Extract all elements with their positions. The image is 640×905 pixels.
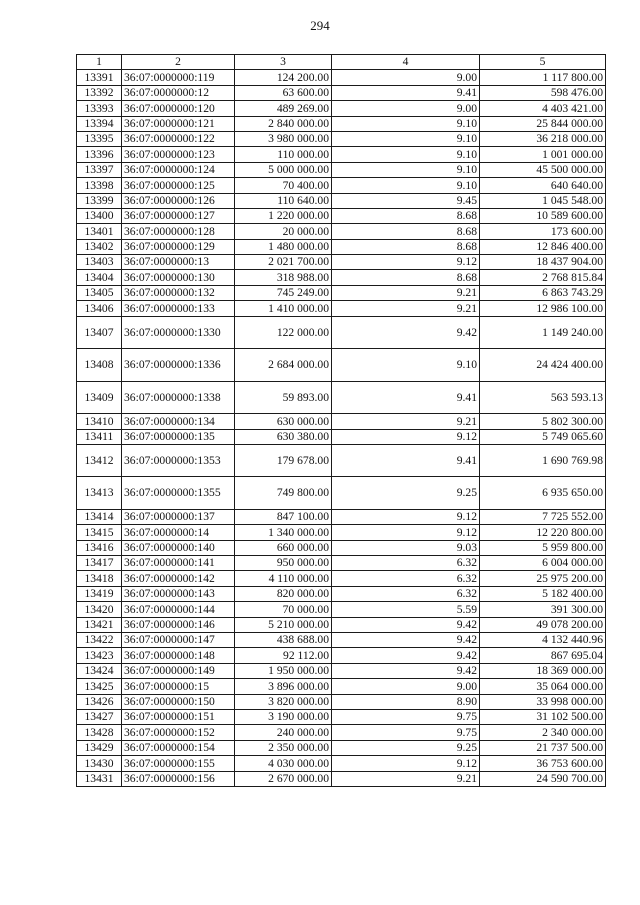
rate-cell: 9.12 [332, 429, 480, 444]
rate-cell: 9.10 [332, 116, 480, 131]
cadastral-id-cell: 36:07:0000000:123 [122, 147, 235, 162]
total-cell: 12 986 100.00 [480, 301, 606, 316]
value-cell: 630 000.00 [235, 414, 332, 429]
value-cell: 110 640.00 [235, 193, 332, 208]
rate-cell: 9.12 [332, 756, 480, 771]
table-row [77, 414, 606, 429]
table-row [77, 178, 606, 193]
row-number-cell: 13401 [77, 224, 122, 239]
row-number-cell: 13424 [77, 663, 122, 678]
table-row [77, 556, 606, 571]
cadastral-id-cell: 36:07:0000000:135 [122, 429, 235, 444]
table-row [77, 586, 606, 601]
rate-cell: 9.12 [332, 525, 480, 540]
rate-cell: 9.42 [332, 316, 480, 349]
table-row [77, 633, 606, 648]
value-cell: 1 480 000.00 [235, 239, 332, 254]
table-row [77, 663, 606, 678]
total-cell: 7 725 552.00 [480, 509, 606, 524]
value-cell: 318 988.00 [235, 270, 332, 285]
total-cell: 2 768 815.84 [480, 270, 606, 285]
total-cell: 10 589 600.00 [480, 208, 606, 223]
table-row [77, 255, 606, 270]
total-cell: 18 369 000.00 [480, 663, 606, 678]
cadastral-id-cell: 36:07:0000000:129 [122, 239, 235, 254]
rate-cell: 9.00 [332, 101, 480, 116]
row-number-cell: 13404 [77, 270, 122, 285]
cadastral-id-cell: 36:07:0000000:140 [122, 540, 235, 555]
value-cell: 4 030 000.00 [235, 756, 332, 771]
rate-cell: 9.42 [332, 617, 480, 632]
table-row [77, 162, 606, 177]
total-cell: 25 844 000.00 [480, 116, 606, 131]
table-row [77, 509, 606, 524]
header-col-1: 1 [77, 55, 122, 70]
value-cell: 63 600.00 [235, 85, 332, 100]
header-col-2: 2 [122, 55, 235, 70]
rate-cell: 9.10 [332, 162, 480, 177]
row-number-cell: 13408 [77, 349, 122, 382]
table-row [77, 285, 606, 300]
cadastral-id-cell: 36:07:0000000:125 [122, 178, 235, 193]
table-row [77, 571, 606, 586]
row-number-cell: 13400 [77, 208, 122, 223]
value-cell: 2 350 000.00 [235, 740, 332, 755]
rate-cell: 9.21 [332, 414, 480, 429]
rate-cell: 9.41 [332, 444, 480, 477]
table-row [77, 101, 606, 116]
value-cell: 2 021 700.00 [235, 255, 332, 270]
cadastral-id-cell: 36:07:0000000:122 [122, 131, 235, 146]
rate-cell: 9.03 [332, 540, 480, 555]
row-number-cell: 13399 [77, 193, 122, 208]
cadastral-id-cell: 36:07:0000000:1353 [122, 444, 235, 477]
total-cell: 24 424 400.00 [480, 349, 606, 382]
table-row [77, 602, 606, 617]
row-number-cell: 13397 [77, 162, 122, 177]
cadastral-id-cell: 36:07:0000000:1330 [122, 316, 235, 349]
total-cell: 18 437 904.00 [480, 255, 606, 270]
cadastral-id-cell: 36:07:0000000:152 [122, 725, 235, 740]
total-cell: 1 149 240.00 [480, 316, 606, 349]
total-cell: 6 935 650.00 [480, 477, 606, 510]
rate-cell: 9.25 [332, 477, 480, 510]
rate-cell: 9.00 [332, 70, 480, 85]
row-number-cell: 13429 [77, 740, 122, 755]
value-cell: 2 670 000.00 [235, 771, 332, 786]
rate-cell: 9.10 [332, 349, 480, 382]
cadastral-id-cell: 36:07:0000000:141 [122, 556, 235, 571]
cadastral-id-cell: 36:07:0000000:149 [122, 663, 235, 678]
row-number-cell: 13392 [77, 85, 122, 100]
cadastral-id-cell: 36:07:0000000:143 [122, 586, 235, 601]
cadastral-id-cell: 36:07:0000000:1355 [122, 477, 235, 510]
value-cell: 745 249.00 [235, 285, 332, 300]
rate-cell: 9.12 [332, 509, 480, 524]
total-cell: 640 640.00 [480, 178, 606, 193]
row-number-cell: 13406 [77, 301, 122, 316]
table-row [77, 444, 606, 477]
total-cell: 563 593.13 [480, 381, 606, 414]
rate-cell: 8.90 [332, 694, 480, 709]
table-row [77, 85, 606, 100]
rate-cell: 9.10 [332, 178, 480, 193]
cadastral-id-cell: 36:07:0000000:120 [122, 101, 235, 116]
total-cell: 4 403 421.00 [480, 101, 606, 116]
cadastral-id-cell: 36:07:0000000:134 [122, 414, 235, 429]
row-number-cell: 13423 [77, 648, 122, 663]
rate-cell: 9.10 [332, 147, 480, 162]
value-cell: 122 000.00 [235, 316, 332, 349]
rate-cell: 8.68 [332, 224, 480, 239]
value-cell: 240 000.00 [235, 725, 332, 740]
cadastral-id-cell: 36:07:0000000:144 [122, 602, 235, 617]
row-number-cell: 13409 [77, 381, 122, 414]
value-cell: 1 340 000.00 [235, 525, 332, 540]
table-header-row [77, 55, 606, 70]
total-cell: 45 500 000.00 [480, 162, 606, 177]
table-row [77, 316, 606, 349]
rate-cell: 9.45 [332, 193, 480, 208]
table-row [77, 208, 606, 223]
rate-cell: 6.32 [332, 571, 480, 586]
cadastral-id-cell: 36:07:0000000:1336 [122, 349, 235, 382]
table-row [77, 116, 606, 131]
row-number-cell: 13393 [77, 101, 122, 116]
cadastral-id-cell: 36:07:0000000:142 [122, 571, 235, 586]
value-cell: 1 410 000.00 [235, 301, 332, 316]
rate-cell: 8.68 [332, 208, 480, 223]
value-cell: 2 684 000.00 [235, 349, 332, 382]
table-row [77, 740, 606, 755]
total-cell: 5 959 800.00 [480, 540, 606, 555]
table-row [77, 349, 606, 382]
row-number-cell: 13394 [77, 116, 122, 131]
row-number-cell: 13417 [77, 556, 122, 571]
table-row [77, 771, 606, 786]
cadastral-id-cell: 36:07:0000000:128 [122, 224, 235, 239]
table-row [77, 540, 606, 555]
header-col-5: 5 [480, 55, 606, 70]
value-cell: 5 000 000.00 [235, 162, 332, 177]
value-cell: 70 400.00 [235, 178, 332, 193]
cadastral-id-cell: 36:07:0000000:121 [122, 116, 235, 131]
cadastral-id-cell: 36:07:0000000:154 [122, 740, 235, 755]
table-row [77, 70, 606, 85]
table-row [77, 525, 606, 540]
total-cell: 867 695.04 [480, 648, 606, 663]
row-number-cell: 13398 [77, 178, 122, 193]
row-number-cell: 13415 [77, 525, 122, 540]
cadastral-id-cell: 36:07:0000000:127 [122, 208, 235, 223]
row-number-cell: 13403 [77, 255, 122, 270]
rate-cell: 8.68 [332, 270, 480, 285]
value-cell: 2 840 000.00 [235, 116, 332, 131]
total-cell: 33 998 000.00 [480, 694, 606, 709]
total-cell: 6 004 000.00 [480, 556, 606, 571]
total-cell: 24 590 700.00 [480, 771, 606, 786]
value-cell: 4 110 000.00 [235, 571, 332, 586]
cadastral-id-cell: 36:07:0000000:150 [122, 694, 235, 709]
total-cell: 173 600.00 [480, 224, 606, 239]
value-cell: 489 269.00 [235, 101, 332, 116]
row-number-cell: 13411 [77, 429, 122, 444]
total-cell: 1 001 000.00 [480, 147, 606, 162]
total-cell: 1 117 800.00 [480, 70, 606, 85]
total-cell: 36 753 600.00 [480, 756, 606, 771]
total-cell: 6 863 743.29 [480, 285, 606, 300]
row-number-cell: 13431 [77, 771, 122, 786]
table-row [77, 477, 606, 510]
total-cell: 391 300.00 [480, 602, 606, 617]
value-cell: 950 000.00 [235, 556, 332, 571]
table-row [77, 648, 606, 663]
value-cell: 630 380.00 [235, 429, 332, 444]
value-cell: 1 220 000.00 [235, 208, 332, 223]
rate-cell: 9.75 [332, 710, 480, 725]
rate-cell: 9.25 [332, 740, 480, 755]
rate-cell: 9.42 [332, 633, 480, 648]
value-cell: 3 896 000.00 [235, 679, 332, 694]
value-cell: 749 800.00 [235, 477, 332, 510]
total-cell: 5 802 300.00 [480, 414, 606, 429]
rate-cell: 9.75 [332, 725, 480, 740]
row-number-cell: 13427 [77, 710, 122, 725]
value-cell: 110 000.00 [235, 147, 332, 162]
value-cell: 438 688.00 [235, 633, 332, 648]
cadastral-id-cell: 36:07:0000000:132 [122, 285, 235, 300]
value-cell: 5 210 000.00 [235, 617, 332, 632]
cadastral-id-cell: 36:07:0000000:124 [122, 162, 235, 177]
total-cell: 21 737 500.00 [480, 740, 606, 755]
table-row [77, 131, 606, 146]
rate-cell: 9.10 [332, 131, 480, 146]
row-number-cell: 13410 [77, 414, 122, 429]
rate-cell: 9.00 [332, 679, 480, 694]
table-row [77, 301, 606, 316]
total-cell: 2 340 000.00 [480, 725, 606, 740]
table-row [77, 429, 606, 444]
value-cell: 124 200.00 [235, 70, 332, 85]
row-number-cell: 13395 [77, 131, 122, 146]
value-cell: 59 893.00 [235, 381, 332, 414]
row-number-cell: 13420 [77, 602, 122, 617]
row-number-cell: 13405 [77, 285, 122, 300]
row-number-cell: 13422 [77, 633, 122, 648]
total-cell: 5 182 400.00 [480, 586, 606, 601]
cadastral-id-cell: 36:07:0000000:133 [122, 301, 235, 316]
cadastral-id-cell: 36:07:0000000:12 [122, 85, 235, 100]
header-col-3: 3 [235, 55, 332, 70]
cadastral-id-cell: 36:07:0000000:155 [122, 756, 235, 771]
row-number-cell: 13413 [77, 477, 122, 510]
table-row [77, 756, 606, 771]
rate-cell: 6.32 [332, 586, 480, 601]
row-number-cell: 13402 [77, 239, 122, 254]
total-cell: 1 045 548.00 [480, 193, 606, 208]
value-cell: 1 950 000.00 [235, 663, 332, 678]
cadastral-id-cell: 36:07:0000000:119 [122, 70, 235, 85]
value-cell: 660 000.00 [235, 540, 332, 555]
rate-cell: 9.41 [332, 85, 480, 100]
rate-cell: 9.42 [332, 663, 480, 678]
header-col-4: 4 [332, 55, 480, 70]
value-cell: 179 678.00 [235, 444, 332, 477]
row-number-cell: 13419 [77, 586, 122, 601]
table-row [77, 193, 606, 208]
rate-cell: 8.68 [332, 239, 480, 254]
cadastral-id-cell: 36:07:0000000:130 [122, 270, 235, 285]
value-cell: 92 112.00 [235, 648, 332, 663]
rate-cell: 9.21 [332, 285, 480, 300]
rate-cell: 9.21 [332, 771, 480, 786]
table-row [77, 694, 606, 709]
rate-cell: 9.41 [332, 381, 480, 414]
value-cell: 3 820 000.00 [235, 694, 332, 709]
table-row [77, 710, 606, 725]
total-cell: 598 476.00 [480, 85, 606, 100]
row-number-cell: 13412 [77, 444, 122, 477]
total-cell: 1 690 769.98 [480, 444, 606, 477]
total-cell: 25 975 200.00 [480, 571, 606, 586]
table-row [77, 224, 606, 239]
page-number: 294 [310, 18, 330, 33]
table-row [77, 239, 606, 254]
value-cell: 70 000.00 [235, 602, 332, 617]
total-cell: 31 102 500.00 [480, 710, 606, 725]
value-cell: 3 980 000.00 [235, 131, 332, 146]
table-row [77, 270, 606, 285]
cadastral-id-cell: 36:07:0000000:15 [122, 679, 235, 694]
cadastral-id-cell: 36:07:0000000:156 [122, 771, 235, 786]
total-cell: 35 064 000.00 [480, 679, 606, 694]
total-cell: 4 132 440.96 [480, 633, 606, 648]
total-cell: 49 078 200.00 [480, 617, 606, 632]
value-cell: 820 000.00 [235, 586, 332, 601]
cadastral-id-cell: 36:07:0000000:147 [122, 633, 235, 648]
total-cell: 12 846 400.00 [480, 239, 606, 254]
table-row [77, 381, 606, 414]
table-row [77, 725, 606, 740]
cadastral-id-cell: 36:07:0000000:13 [122, 255, 235, 270]
row-number-cell: 13430 [77, 756, 122, 771]
table-row [77, 617, 606, 632]
table-row [77, 147, 606, 162]
cadastral-id-cell: 36:07:0000000:1338 [122, 381, 235, 414]
cadastral-id-cell: 36:07:0000000:146 [122, 617, 235, 632]
table-body [77, 70, 606, 787]
total-cell: 12 220 800.00 [480, 525, 606, 540]
table-row [77, 679, 606, 694]
value-cell: 20 000.00 [235, 224, 332, 239]
cadastral-id-cell: 36:07:0000000:148 [122, 648, 235, 663]
row-number-cell: 13418 [77, 571, 122, 586]
value-cell: 3 190 000.00 [235, 710, 332, 725]
row-number-cell: 13421 [77, 617, 122, 632]
row-number-cell: 13414 [77, 509, 122, 524]
cadastral-id-cell: 36:07:0000000:137 [122, 509, 235, 524]
rate-cell: 9.12 [332, 255, 480, 270]
cadastral-id-cell: 36:07:0000000:151 [122, 710, 235, 725]
rate-cell: 5.59 [332, 602, 480, 617]
cadastral-id-cell: 36:07:0000000:14 [122, 525, 235, 540]
row-number-cell: 13426 [77, 694, 122, 709]
rate-cell: 9.42 [332, 648, 480, 663]
total-cell: 5 749 065.60 [480, 429, 606, 444]
value-cell: 847 100.00 [235, 509, 332, 524]
total-cell: 36 218 000.00 [480, 131, 606, 146]
row-number-cell: 13416 [77, 540, 122, 555]
rate-cell: 9.21 [332, 301, 480, 316]
row-number-cell: 13407 [77, 316, 122, 349]
row-number-cell: 13428 [77, 725, 122, 740]
row-number-cell: 13391 [77, 70, 122, 85]
row-number-cell: 13396 [77, 147, 122, 162]
row-number-cell: 13425 [77, 679, 122, 694]
cadastral-id-cell: 36:07:0000000:126 [122, 193, 235, 208]
data-table [76, 54, 606, 787]
rate-cell: 6.32 [332, 556, 480, 571]
